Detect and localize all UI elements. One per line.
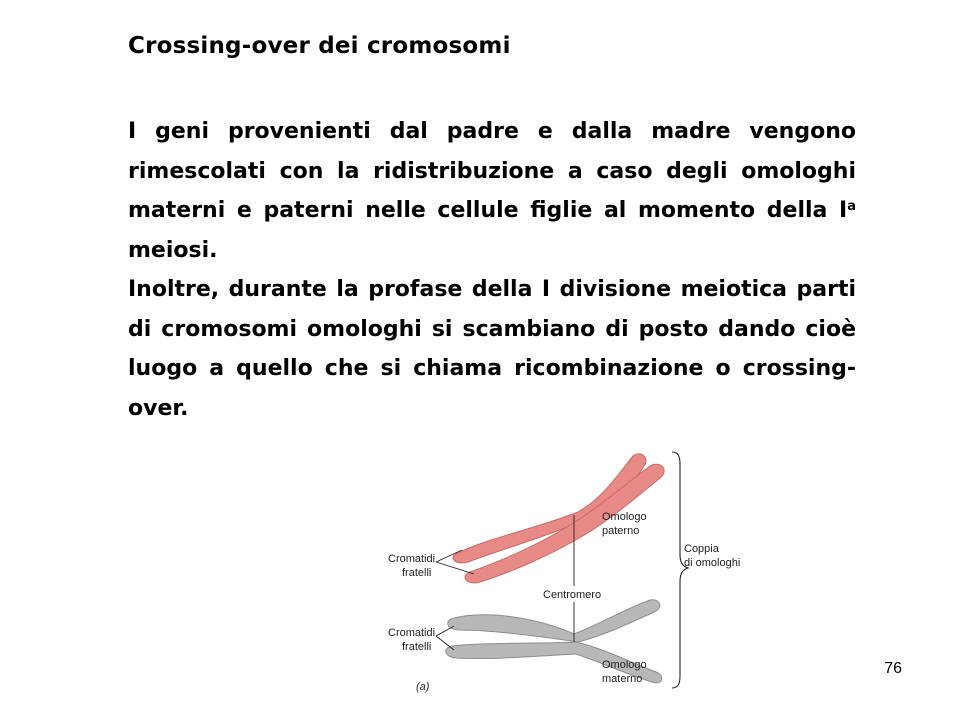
label-cromatidi-bottom-1: Cromatidi xyxy=(388,627,436,639)
label-cromatidi-top-2: fratelli xyxy=(402,567,432,579)
pointer-bottom-lower xyxy=(436,636,454,650)
label-omologo-materno-1: Omologo xyxy=(602,659,647,671)
label-omologo-paterno-2: paterno xyxy=(602,525,640,537)
chromosomes-diagram xyxy=(388,450,741,698)
panel-letter: (a) xyxy=(416,681,430,693)
paragraph-crossing-over: Inoltre, durante la profase della I divisione meiotica parti di cromosomi omologhi si scambiano di posto dando cioè luogo a quello che si chiama ricombinazione o crossing-over. xyxy=(128,277,856,421)
label-coppia-1: Coppia xyxy=(684,543,719,555)
slide-body xyxy=(128,112,856,428)
homologs-brace xyxy=(672,452,688,688)
label-omologo-paterno-1: Omologo xyxy=(602,511,647,523)
paragraph-meiosis-end: meiosi. xyxy=(128,237,218,263)
paragraph-meiosis-text: I geni provenienti dal padre e dalla madre vengono rimescolati con la ridistribuzione a caso degli omologhi materni e paterni nelle cellule figlie al momento della I xyxy=(128,119,856,223)
label-omologo-materno-2: materno xyxy=(602,673,643,685)
pointer-bottom-upper xyxy=(436,626,454,636)
paragraph-meiosis xyxy=(128,112,856,270)
maternal-chromatid-upper xyxy=(448,600,660,642)
label-cromatidi-top-1: Cromatidi xyxy=(388,553,436,565)
label-cromatidi-bottom-2: fratelli xyxy=(402,641,432,653)
slide-title: Crossing-over dei cromosomi xyxy=(128,33,511,59)
label-coppia-2: di omologhi xyxy=(684,557,741,569)
label-centromero: Centromero xyxy=(543,589,602,601)
page-number: 76 xyxy=(884,660,902,677)
homologous-chromosomes-figure xyxy=(388,450,741,698)
ordinal-superscript: a xyxy=(847,199,856,214)
